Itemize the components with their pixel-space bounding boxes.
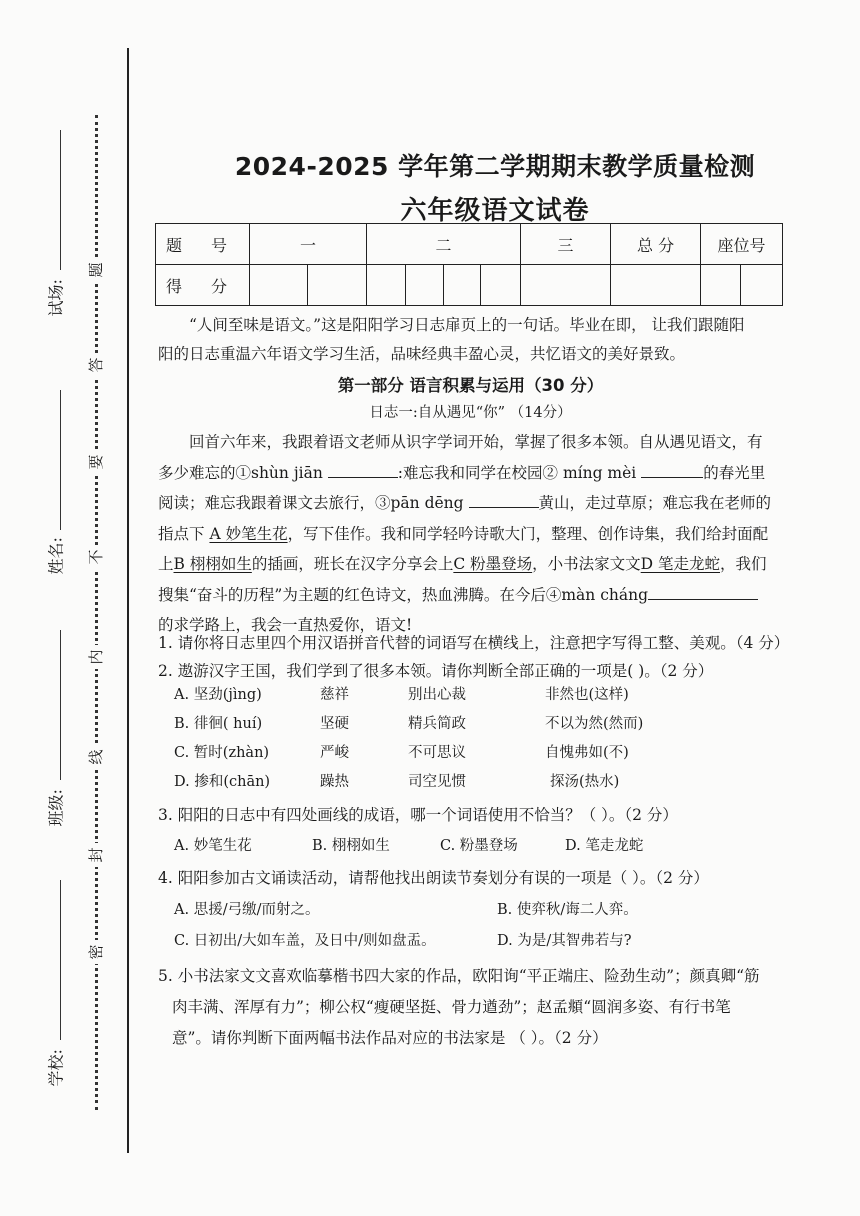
option-d-word1[interactable]: D. 掺和(chān) <box>174 774 271 790</box>
score-table-header-row <box>156 224 783 265</box>
option-b-word1[interactable]: B. 徘徊( huí) <box>174 716 263 732</box>
question-5 <box>158 961 783 1054</box>
question-4: 4. 阳阳参加古文诵读活动，请帮他找出朗读节奏划分有误的一项是（ ）。（2 分） <box>158 869 709 887</box>
score-table-score-row <box>156 265 783 306</box>
answer-blank-4[interactable] <box>648 583 758 600</box>
option-a[interactable]: A. 妙笔生花 <box>174 838 252 854</box>
seal-word: 要 <box>84 450 108 474</box>
passage-line <box>158 488 783 519</box>
passage-text: ，写下佳作。我和同学轻吟诗歌大门，整理、创作诗集，我们给封面配 <box>287 524 769 543</box>
option-b-word4: 不以为然(然而) <box>545 716 644 732</box>
idiom-b: B 栩栩如生 <box>173 555 252 573</box>
class-label: 班级: <box>46 789 66 827</box>
question-5-line: 意”。请你判断下面两幅书法作品对应的书法家是 （ ）。（2 分） <box>172 1029 608 1047</box>
option-a-word4: 非然也(这样) <box>545 687 629 703</box>
passage-line <box>158 580 783 611</box>
part-three-header: 三 <box>521 224 611 265</box>
name-line <box>60 390 61 530</box>
seat-number-cell[interactable] <box>701 265 741 306</box>
passage-text: 的插画，班长在汉字分享会上 <box>251 555 454 573</box>
passage-text: ，小书法家文文 <box>532 555 641 573</box>
passage-line <box>158 519 783 550</box>
option-d[interactable]: D. 为是/其智弗若与? <box>497 933 632 949</box>
score-cell[interactable] <box>481 265 521 306</box>
exam-title: 2024-2025 学年第二学期期末教学质量检测 <box>234 152 756 181</box>
seal-word: 内 <box>84 645 108 669</box>
question-5-line: 5. 小书法家文文喜欢临摹楷书四大家的作品，欧阳询“平正端庄、险劲生动”；颜真卿“筋 <box>158 967 760 985</box>
exam-subtitle: 六年级语文试卷 <box>400 196 590 226</box>
score-label: 得 分 <box>156 265 250 306</box>
answer-blank-3[interactable] <box>469 491 539 508</box>
score-cell[interactable] <box>367 265 406 306</box>
question-number-label: 题 号 <box>156 224 250 265</box>
exam-room-line <box>60 130 61 270</box>
seal-word: 不 <box>84 545 108 569</box>
idiom-a: A 妙笔生花 <box>209 524 288 543</box>
option-b-word2: 坚硬 <box>320 716 349 732</box>
pinyin-1: 多少难忘的①shùn jiān <box>158 463 323 482</box>
passage-text: :难忘我和同学在校园② <box>397 463 558 482</box>
option-d-word3: 司空见惯 <box>408 774 466 790</box>
intro-line: “人间至味是语文。”这是阳阳学习日志扉页上的一句话。毕业在即， 让我们跟随阳 <box>189 316 745 334</box>
passage-line: 的求学路上，我会一直热爱你，语文! <box>158 616 413 634</box>
option-b[interactable]: B. 使弈秋/诲二人弈。 <box>497 902 638 918</box>
passage-text: 指点下 <box>158 524 205 543</box>
score-cell[interactable] <box>444 265 481 306</box>
score-table <box>155 223 783 306</box>
option-c[interactable]: C. 粉墨登场 <box>440 838 518 854</box>
passage-text: 黄山，走过草原；难忘我在老师的 <box>538 494 772 512</box>
idiom-c: C 粉墨登场 <box>453 555 533 573</box>
seat-number-header: 座位号 <box>701 224 783 265</box>
option-a-word3: 别出心裁 <box>408 687 466 703</box>
idiom-d: D 笔走龙蛇 <box>640 555 721 573</box>
option-c[interactable]: C. 日初出/大如车盖，及日中/则如盘盂。 <box>174 933 436 949</box>
seal-word: 线 <box>84 745 108 769</box>
intro-paragraph <box>158 311 783 369</box>
school-line <box>60 880 61 1040</box>
option-d-word4: 探汤(热水) <box>550 774 620 790</box>
pinyin-4: 搜集“奋斗的历程”为主题的红色诗文，热血沸腾。在今后④màn cháng <box>158 585 649 604</box>
option-c-word4: 自愧弗如(不) <box>545 745 629 761</box>
binding-margin <box>0 0 128 1216</box>
class-line <box>60 630 61 780</box>
log-title: 日志一:自从遇见“你” （14分） <box>369 405 572 421</box>
option-c-word2: 严峻 <box>320 745 349 761</box>
seat-number-cell[interactable] <box>741 265 783 306</box>
option-b[interactable]: B. 栩栩如生 <box>312 838 390 854</box>
section-title: 第一部分 语言积累与运用（30 分） <box>337 376 604 395</box>
binding-border-line <box>127 48 129 1153</box>
answer-blank-2[interactable] <box>641 461 703 478</box>
option-c-word1[interactable]: C. 暂时(zhàn) <box>174 745 270 761</box>
pinyin-3: 阅读；难忘我跟着课文去旅行，③pān dēng <box>158 494 464 512</box>
name-label: 姓名: <box>46 537 66 575</box>
score-cell[interactable] <box>521 265 611 306</box>
question-2: 2. 遨游汉字王国，我们学到了很多本领。请你判断全部正确的一项是( )。（2 分） <box>158 662 714 680</box>
total-score-header: 总 分 <box>611 224 701 265</box>
passage-line: 回首六年来，我跟着语文老师从识字学词开始，掌握了很多本领。自从遇见语文，有 <box>189 433 763 451</box>
passage-line <box>158 458 783 489</box>
score-cell[interactable] <box>406 265 444 306</box>
school-label: 学校: <box>46 1049 66 1087</box>
score-cell[interactable] <box>250 265 308 306</box>
seal-word: 答 <box>84 353 108 377</box>
option-a-word2: 慈祥 <box>320 687 349 703</box>
seal-word: 密 <box>84 940 108 964</box>
score-cell[interactable] <box>308 265 367 306</box>
intro-line: 阳的日志重温六年语文学习生活，品味经典丰盈心灵，共忆语文的美好景致。 <box>158 345 686 363</box>
total-score-cell[interactable] <box>611 265 701 306</box>
option-d-word2: 躁热 <box>320 774 349 790</box>
option-a[interactable]: A. 思援/弓缴/而射之。 <box>174 902 320 918</box>
passage-text: 上 <box>158 555 174 573</box>
seal-word: 题 <box>84 258 108 282</box>
question-5-line: 肉丰满、浑厚有力”；柳公权“瘦硬坚挺、骨力遒劲”；赵孟頫“圆润多姿、有行书笔 <box>172 998 731 1016</box>
option-a-word1[interactable]: A. 坚劲(jìng) <box>174 687 262 703</box>
question-3: 3. 阳阳的日志中有四处画线的成语，哪一个词语使用不恰当？（ ）。（2 分） <box>158 806 678 824</box>
passage-text: 的春光里 <box>703 463 766 482</box>
passage-text: ，我们 <box>720 555 767 573</box>
answer-blank-1[interactable] <box>328 461 398 478</box>
passage-line <box>158 549 783 580</box>
part-one-header: 一 <box>250 224 367 265</box>
option-b-word3: 精兵简政 <box>408 716 466 732</box>
log-passage <box>158 427 783 641</box>
option-c-word3: 不可思议 <box>408 745 466 761</box>
seal-word: 封 <box>84 843 108 867</box>
exam-room-label: 试场: <box>46 279 66 317</box>
question-1: 1. 请你将日志里四个用汉语拼音代替的词语写在横线上，注意把字写得工整、美观。（4 分） <box>158 634 790 652</box>
part-two-header: 二 <box>367 224 521 265</box>
pinyin-2: míng mèi <box>562 463 637 482</box>
option-d[interactable]: D. 笔走龙蛇 <box>565 838 644 854</box>
